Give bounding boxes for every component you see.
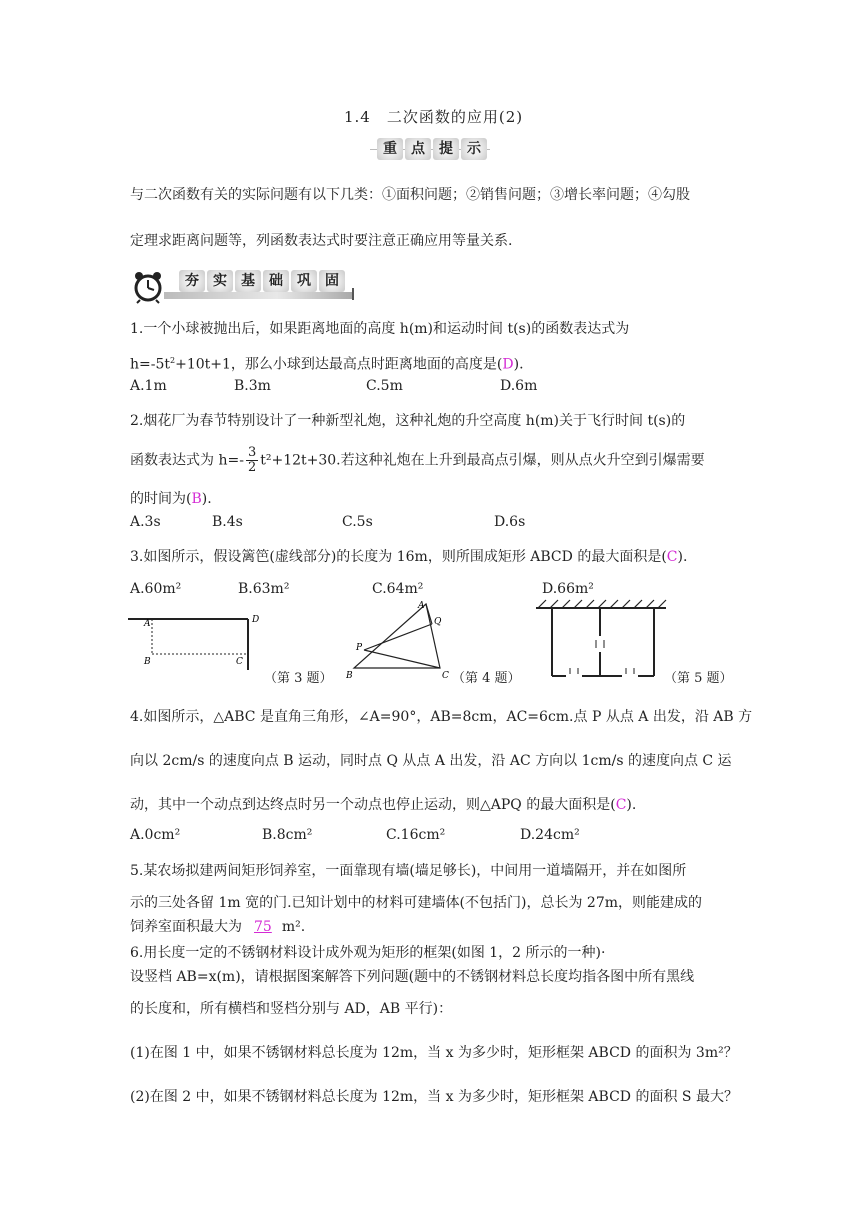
option-a: A.0cm² [130, 827, 181, 843]
q5-line-2: 示的三处各留 1m 宽的门.已知计划中的材料可建墙体(不包括门)，总长为 27m，则能建成的 [130, 895, 702, 911]
badge-char: 基 [235, 270, 261, 292]
figure-3-diagram [128, 608, 268, 678]
figure-5-caption: （第 5 题） [664, 671, 733, 686]
q2-options [130, 513, 730, 531]
option-d: D.6s [494, 514, 526, 530]
q3-answer: C [666, 549, 678, 565]
label-a: A [144, 619, 151, 629]
q1-line-2: $h=-5t^2+10t+1$，那么小球到达最高点时距离地面的高度是(D). [130, 356, 524, 373]
q6-line-2: 设竖档 AB=x(m)，请根据图案解答下列问题(题中的不锈钢材料总长度均指各图中所有黑线 [130, 969, 695, 985]
figure-5-diagram [530, 596, 670, 684]
option-a: A.3s [130, 514, 161, 530]
option-a: A.1m [130, 378, 167, 394]
q3-line-1: 3.如图所示，假设篱笆(虚线部分)的长度为 16m，则所围成矩形 ABCD 的最大面积是(C). [130, 549, 688, 565]
svg-text:C: C [442, 671, 449, 680]
page-title: 1.4 二次函数的应用(2) [344, 108, 524, 126]
badge-char: 重 [377, 138, 403, 160]
q2-answer: B [191, 491, 202, 507]
option-b: B.3m [234, 378, 271, 394]
q6-line-1: 6.用长度一定的不锈钢材料设计成外观为矩形的框架(如图 1，2 所示的一种)· [130, 945, 606, 961]
badge-char: 提 [433, 138, 459, 160]
fraction: $\frac{3}{2}$ [247, 445, 257, 475]
badge-char: 固 [319, 270, 345, 292]
intro-line-1: 与二次函数有关的实际问题有以下几类：①面积问题；②销售问题；③增长率问题；④勾股 [130, 187, 690, 203]
q5-answer: 75 [254, 919, 272, 935]
svg-text:P: P [356, 643, 363, 653]
alarm-clock-icon [130, 268, 166, 304]
option-b: B.8cm² [262, 827, 313, 843]
q4-line-1: 4.如图所示，△ABC 是直角三角形，∠A=90°，AB=8cm，AC=6cm.点 P 从点 A 出发，沿 AB 方 [130, 709, 753, 725]
label-d: D [252, 615, 260, 625]
svg-text:A: A [418, 601, 425, 611]
q6-line-3: 的长度和，所有横档和竖档分别与 AD，AB 平行)： [130, 1001, 453, 1017]
label-c: C [236, 657, 243, 667]
option-a: A.60m² [130, 581, 182, 597]
q4-line-3: 动，其中一个动点到达终点时另一个动点也停止运动，则△APQ 的最大面积是(C). [130, 797, 637, 813]
figure-4-diagram [346, 598, 456, 680]
section-badge-basics [130, 268, 352, 304]
q4-line-2: 向以 2cm/s 的速度向点 B 运动，同时点 Q 从点 A 出发，沿 AC 方向以 1cm/s 的速度向点 C 运 [130, 753, 732, 769]
intro-line-2: 定理求距离问题等，列函数表达式时要注意正确应用等量关系. [130, 233, 513, 249]
option-c: C.16cm² [386, 827, 446, 843]
q6-line-4: (1)在图 1 中，如果不锈钢材料总长度为 12m，当 x 为多少时，矩形框架 ABCD 的面积为 3m²？ [130, 1045, 738, 1061]
q1-answer: D [502, 356, 514, 373]
option-c: C.5m [366, 378, 403, 394]
option-d: D.6m [500, 378, 538, 394]
option-d: D.24cm² [520, 827, 580, 843]
svg-text:Q: Q [434, 617, 442, 627]
badge-char: 示 [461, 138, 487, 160]
q2-line-3: 的时间为(B). [130, 491, 212, 507]
figure-4-caption: （第 4 题） [452, 671, 521, 686]
q5-line-3: 饲养室面积最大为 75 m². [130, 919, 306, 935]
q4-answer: C [615, 797, 627, 813]
badge-char: 巩 [291, 270, 317, 292]
label-b: B [144, 657, 151, 667]
q1-options [130, 377, 730, 395]
q5-line-1: 5.某农场拟建两间矩形饲养室，一面靠现有墙(墙足够长)，中间用一道墙隔开，并在如图所 [130, 863, 687, 879]
q6-line-5: (2)在图 2 中，如果不锈钢材料总长度为 12m，当 x 为多少时，矩形框架 ABCD 的面积 S 最大？ [130, 1089, 738, 1105]
q2-line-2: 函数表达式为 h=- $\frac{3}{2}$ t²+12t+30.若这种礼炮在上升到最高点引爆，则从点火升空到引爆需要 [130, 445, 705, 475]
option-c: C.5s [342, 514, 373, 530]
svg-text:B: B [346, 671, 353, 680]
badge-char: 夯 [179, 270, 205, 292]
badge-char: 础 [263, 270, 289, 292]
option-b: B.63m² [238, 581, 290, 597]
option-b: B.4s [212, 514, 243, 530]
option-d: D.66m² [542, 581, 594, 597]
q1-line-1: 1.一个小球被抛出后，如果距离地面的高度 h(m)和运动时间 t(s)的函数表达式为 [130, 321, 630, 337]
badge-char: 实 [207, 270, 233, 292]
figure-3-caption: （第 3 题） [264, 671, 333, 686]
badge-char: 点 [405, 138, 431, 160]
q4-options [130, 826, 730, 844]
q2-line-1: 2.烟花厂为春节特别设计了一种新型礼炮，这种礼炮的升空高度 h(m)关于飞行时间 t(s)的 [130, 413, 686, 429]
option-c: C.64m² [372, 581, 424, 597]
